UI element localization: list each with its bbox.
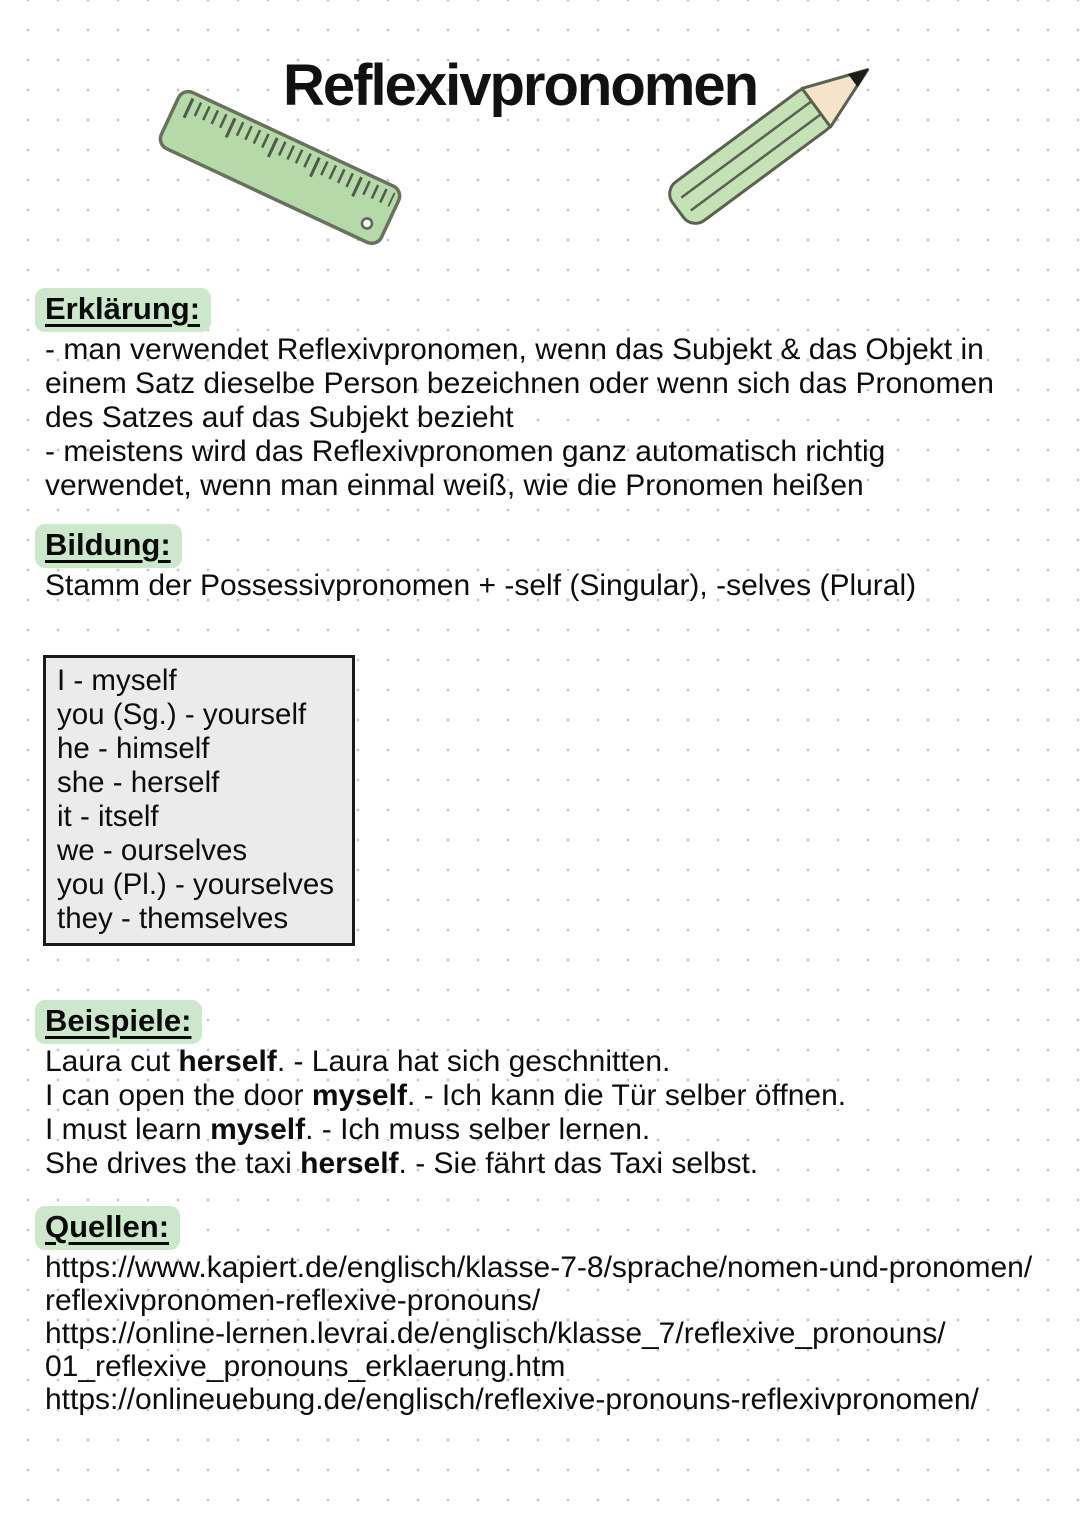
example-line: She drives the taxi herself. - Sie fährt das Taxi selbst. bbox=[45, 1147, 759, 1180]
pronoun-row: you (Pl.) - yourselves bbox=[57, 868, 335, 901]
example-line: Laura cut herself. - Laura hat sich geschnitten. bbox=[45, 1045, 671, 1078]
pronoun-row: I - myself bbox=[57, 664, 177, 697]
bildung-text: Stamm der Possessivpronomen + -self (Singular), -selves (Plural) bbox=[45, 569, 917, 602]
bildung-heading-highlight bbox=[35, 524, 182, 568]
beispiele-heading: Beispiele: bbox=[45, 1003, 192, 1038]
text-line: verwendet, wenn man einmal weiß, wie die Pronomen heißen bbox=[45, 469, 864, 502]
text-line: - man verwendet Reflexivpronomen, wenn das Subjekt & das Objekt in bbox=[45, 333, 984, 366]
section-bildung bbox=[45, 524, 916, 603]
erklaerung-heading: Erklärung: bbox=[45, 291, 201, 326]
pronoun-row: you (Sg.) - yourself bbox=[57, 698, 307, 731]
section-quellen bbox=[45, 1206, 1032, 1416]
source-url: https://online-lernen.levrai.de/englisch/klasse_7/reflexive_pronouns/ bbox=[45, 1317, 946, 1350]
bildung-heading: Bildung: bbox=[45, 527, 171, 562]
beispiele-heading-highlight bbox=[35, 1000, 202, 1044]
example-line: I must learn myself. - Ich muss selber lernen. bbox=[45, 1113, 651, 1146]
text-line: des Satzes auf das Subjekt bezieht bbox=[45, 401, 514, 434]
text-line: einem Satz dieselbe Person bezeichnen oder wenn sich das Pronomen bbox=[45, 367, 994, 400]
section-erklaerung bbox=[45, 288, 994, 503]
text-line: - meistens wird das Reflexivpronomen ganz automatisch richtig bbox=[45, 435, 886, 468]
source-url: 01_reflexive_pronouns_erklaerung.htm bbox=[45, 1350, 566, 1383]
erklaerung-heading-highlight bbox=[35, 288, 211, 332]
pronoun-row: she - herself bbox=[57, 766, 220, 799]
pronoun-row: they - themselves bbox=[57, 902, 289, 935]
pronoun-row: he - himself bbox=[57, 732, 210, 765]
section-beispiele bbox=[45, 1000, 846, 1181]
source-url: reflexivpronomen-reflexive-pronouns/ bbox=[45, 1284, 541, 1317]
pronoun-table-box bbox=[43, 655, 355, 946]
quellen-heading: Quellen: bbox=[45, 1209, 170, 1244]
erklaerung-text bbox=[45, 333, 994, 503]
header-graphic bbox=[0, 0, 1080, 300]
pronoun-row: we - ourselves bbox=[57, 834, 248, 867]
example-line: I can open the door myself. - Ich kann die Tür selber öffnen. bbox=[45, 1079, 847, 1112]
quellen-heading-highlight bbox=[35, 1206, 180, 1250]
pronoun-row: it - itself bbox=[57, 800, 159, 833]
page-title: Reflexivpronomen bbox=[283, 53, 757, 118]
source-url: https://www.kapiert.de/englisch/klasse-7-8/sprache/nomen-und-pronomen/ bbox=[45, 1251, 1033, 1284]
source-url: https://onlineuebung.de/englisch/reflexive-pronouns-reflexivpronomen/ bbox=[45, 1383, 979, 1416]
